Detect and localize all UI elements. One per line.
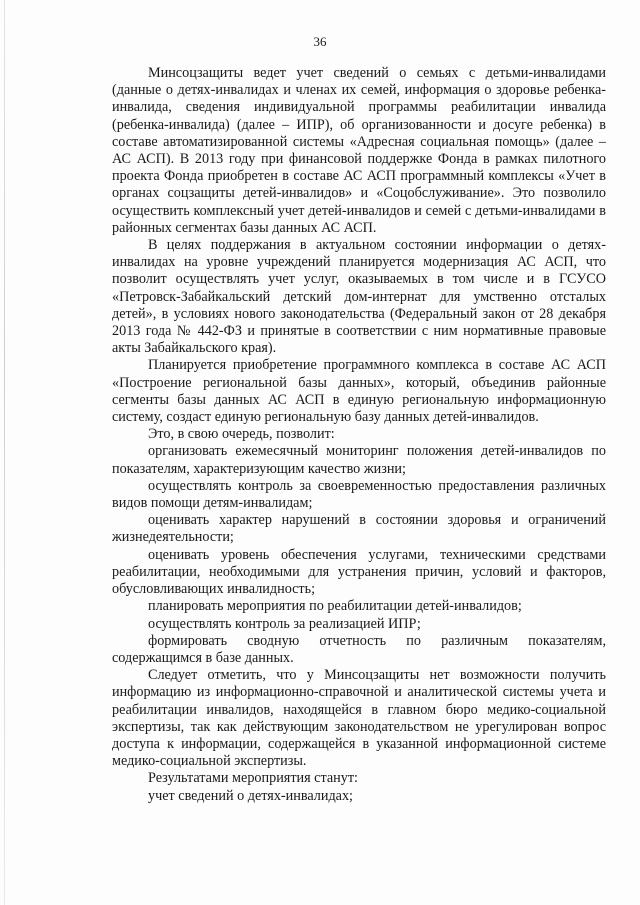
page-number: 36 <box>313 34 327 49</box>
list-item: планировать мероприятия по реабилитации детей-инвалидов; <box>148 598 522 615</box>
list-item: осуществлять контроль за своевременностью предоставления различных видов помощи детям-инвалидам; <box>112 477 606 512</box>
list-item: осуществлять контроль за реализацией ИПР; <box>148 615 421 632</box>
paragraph: Планируется приобретение программного комплекса в составе АС АСП «Построение региональной базы данных», который, объединив районные сегменты базы данных АС АСП в единую региональную информационную систему, создаст единую региональную базу данных детей-инвалидов. <box>112 357 606 426</box>
document-body <box>112 65 606 805</box>
page-edge-shadow <box>4 0 5 905</box>
paragraph: Следует отметить, что у Минсоцзащиты нет возможности получить информацию из информационно-справочной и аналитической системы учета и реабилитации инвалидов, находящейся в главном бюро медико-социальной экспертизы, так как действующим законодательством не урегулирован вопрос доступа к информации, содержащейся в указанной информационной системе медико-социальной экспертизы. <box>112 667 606 770</box>
paragraph: Минсоцзащиты ведет учет сведений о семьях с детьми-инвалидами (данные о детях-инвалидах и членах их семей, информация о здоровье ребенка-инвалида, сведения индивидуальной программы реабилитации инвалида (ребенка-инвалида) (далее – ИПР), об организованности и досуге ребенка) в составе автоматизированной системы «Адресная социальная помощь» (далее – АС АСП). В 2013 году при финансовой поддержке Фонда в рамках пилотного проекта Фонда приобретен в составе АС АСП программный комплексы «Учет в органах соцзащиты детей-инвалидов» и «Соцобслуживание». Это позволило осуществить комплексный учет детей-инвалидов и семей с детьми-инвалидами в районных сегментах базы данных АС АСП. <box>112 65 606 236</box>
paragraph: Это, в свою очередь, позволит: <box>148 426 335 443</box>
list-item: оценивать характер нарушений в состоянии здоровья и ограничений жизнедеятельности; <box>112 512 606 546</box>
paragraph: Результатами мероприятия станут: <box>148 770 358 787</box>
list-item: учет сведений о детях-инвалидах; <box>148 787 353 804</box>
list-item: организовать ежемесячный мониторинг положения детей-инвалидов по показателям, характеризующим качество жизни; <box>112 443 606 477</box>
paragraph: В целях поддержания в актуальном состоянии информации о детях-инвалидах на уровне учреждений планируется модернизация АС АСП, что позволит осуществлять учет услуг, оказываемых в том числе и в ГСУСО «Петровск-Забайкальский детский дом-интернат для умственно отсталых детей», в условиях нового законодательства (Федеральный закон от 28 декабря 2013 года № 442-ФЗ и принятые в соответствии с ним нормативные правовые акты Забайкальского края). <box>112 237 606 357</box>
list-item: формировать сводную отчетность по различным показателям, содержащимся в базе данных. <box>112 632 606 666</box>
list-item: оценивать уровень обеспечения услугами, техническими средствами реабилитации, необходимыми для устранения причин, условий и факторов, обусловливающих инвалидность; <box>112 546 606 598</box>
